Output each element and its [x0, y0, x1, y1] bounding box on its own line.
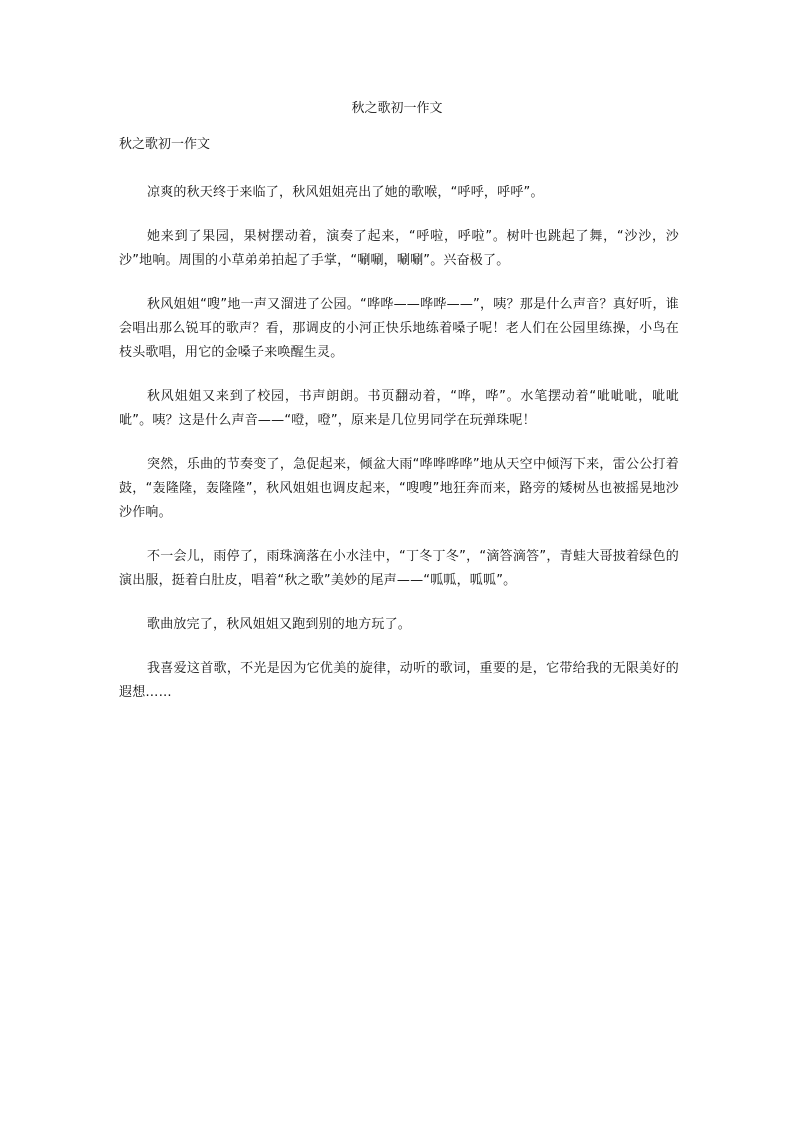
paragraph: 秋风姐姐“嗖”地一声又溜进了公园。“哗哗——哗哗——”，咦？那是什么声音？真好听，谁会唱出那么锐耳的歌声？看，那调皮的小河正快乐地练着嗓子呢！老人们在公园里练操，小鸟在枝头歌唱，用它的金嗓子来唤醒生灵。	[119, 297, 679, 360]
paragraph: 我喜爱这首歌，不光是因为它优美的旋律，动听的歌词，重要的是，它带给我的无限美好的遐想……	[119, 661, 679, 700]
document-title: 秋之歌初一作文	[351, 101, 443, 116]
paragraph: 凉爽的秋天终于来临了，秋风姐姐亮出了她的歌喉，“呼呼，呼呼”。	[147, 185, 544, 200]
document-body	[119, 181, 679, 725]
paragraph: 不一会儿，雨停了，雨珠滴落在小水洼中，“丁冬丁冬”，“滴答滴答”，青蛙大哥披着绿色的演出服，挺着白肚皮，唱着“秋之歌”美妙的尾声——“呱呱，呱呱”。	[119, 549, 679, 588]
paragraph: 歌曲放完了，秋风姐姐又跑到别的地方玩了。	[147, 617, 412, 632]
paragraph: 她来到了果园，果树摆动着，演奏了起来，“呼啦，呼啦”。树叶也跳起了舞，“沙沙，沙沙”地响。周围的小草弟弟拍起了手掌，“唰唰，唰唰”。兴奋极了。	[119, 229, 679, 268]
paragraph: 秋风姐姐又来到了校园，书声朗朗。书页翻动着，“哗，哗”。水笔摆动着“呲呲呲，呲呲呲”。咦？这是什么声音——“噔，噔”，原来是几位男同学在玩弹珠呢！	[119, 389, 679, 428]
document-subtitle: 秋之歌初一作文	[119, 137, 211, 152]
paragraph: 突然，乐曲的节奏变了，急促起来，倾盆大雨“哗哗哗哗”地从天空中倾泻下来，雷公公打着鼓，“轰隆隆，轰隆隆”，秋风姐姐也调皮起来，“嗖嗖”地狂奔而来，路旁的矮树丛也被摇晃地沙沙作响。	[119, 457, 679, 520]
